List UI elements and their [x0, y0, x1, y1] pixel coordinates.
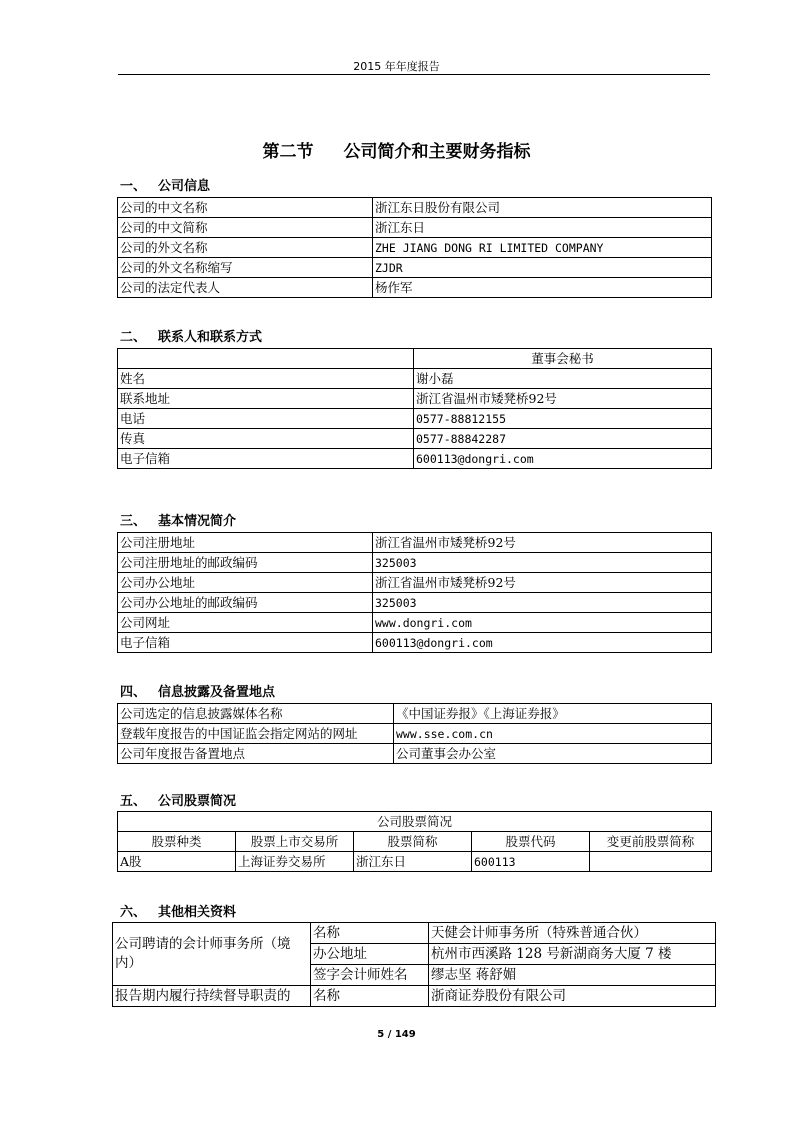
table-row: 公司注册地址 浙江省温州市矮凳桥92号 — [118, 533, 712, 553]
table-row: 公司选定的信息披露媒体名称 《中国证券报》《上海证券报》 — [118, 704, 712, 724]
table-row: 公司网址 www.dongri.com — [118, 613, 712, 633]
other-info-table — [112, 922, 716, 1007]
table-row: 公司办公地址的邮政编码 325003 — [118, 593, 712, 613]
heading-other: 六、 其他相关资料 — [120, 905, 237, 920]
table-row: 传真 0577-88842287 — [118, 429, 712, 449]
disclosure-table — [117, 703, 712, 764]
table-row: 公司的中文名称 浙江东日股份有限公司 — [118, 198, 712, 218]
section-number: 第二节 — [262, 142, 314, 162]
table-row: 电话 0577-88812155 — [118, 409, 712, 429]
table-title-row: 公司股票简况 — [118, 812, 712, 832]
table-row: 公司的法定代表人 杨作军 — [118, 278, 712, 298]
table-row: 公司的外文名称 ZHE JIANG DONG RI LIMITED COMPANY — [118, 238, 712, 258]
table-row: 公司办公地址 浙江省温州市矮凳桥92号 — [118, 573, 712, 593]
table-row: 公司聘请的会计师事务所（境内） 名称 天健会计师事务所（特殊普通合伙） — [113, 923, 716, 944]
company-info-table — [117, 197, 712, 298]
table-row: 公司年度报告备置地点 公司董事会办公室 — [118, 744, 712, 764]
heading-basic-info: 三、 基本情况简介 — [120, 514, 237, 529]
table-header-row: 股票种类 股票上市交易所 股票简称 股票代码 变更前股票简称 — [118, 832, 712, 852]
table-row: A股 上海证券交易所 浙江东日 600113 — [118, 852, 712, 872]
stock-table — [117, 811, 712, 872]
heading-stock: 五、 公司股票简况 — [120, 794, 237, 809]
heading-disclosure: 四、 信息披露及备置地点 — [120, 685, 276, 700]
sponsor-label: 报告期内履行持续督导职责的 — [113, 986, 311, 1007]
heading-contact: 二、 联系人和联系方式 — [120, 330, 263, 345]
table-row: 电子信箱 600113@dongri.com — [118, 449, 712, 469]
heading-company-info: 一、 公司信息 — [120, 179, 211, 194]
table-row: 联系地址 浙江省温州市矮凳桥92号 — [118, 389, 712, 409]
contact-table — [117, 348, 712, 469]
table-row: 公司的外文名称缩写 ZJDR — [118, 258, 712, 278]
table-row: 办公地址 杭州市西溪路 128 号新湖商务大厦 7 楼 — [113, 944, 716, 965]
header-divider — [118, 74, 710, 75]
section-title — [0, 137, 793, 162]
basic-info-table — [117, 532, 712, 653]
table-row: 电子信箱 600113@dongri.com — [118, 633, 712, 653]
table-header-row: 董事会秘书 — [118, 349, 712, 369]
page-number: 5 / 149 — [377, 1029, 416, 1040]
report-header-title: 2015 年年度报告 — [353, 60, 440, 73]
table-row: 公司的中文简称 浙江东日 — [118, 218, 712, 238]
table-row: 签字会计师姓名 缪志坚 蒋舒媚 — [113, 965, 716, 986]
auditor-label: 公司聘请的会计师事务所（境内） — [113, 923, 311, 986]
table-row: 报告期内履行持续督导职责的 名称 浙商证券股份有限公司 — [113, 986, 716, 1007]
section-name: 公司简介和主要财务指标 — [343, 142, 531, 162]
table-row: 姓名 谢小磊 — [118, 369, 712, 389]
table-row: 公司注册地址的邮政编码 325003 — [118, 553, 712, 573]
table-row: 登载年度报告的中国证监会指定网站的网址 www.sse.com.cn — [118, 724, 712, 744]
